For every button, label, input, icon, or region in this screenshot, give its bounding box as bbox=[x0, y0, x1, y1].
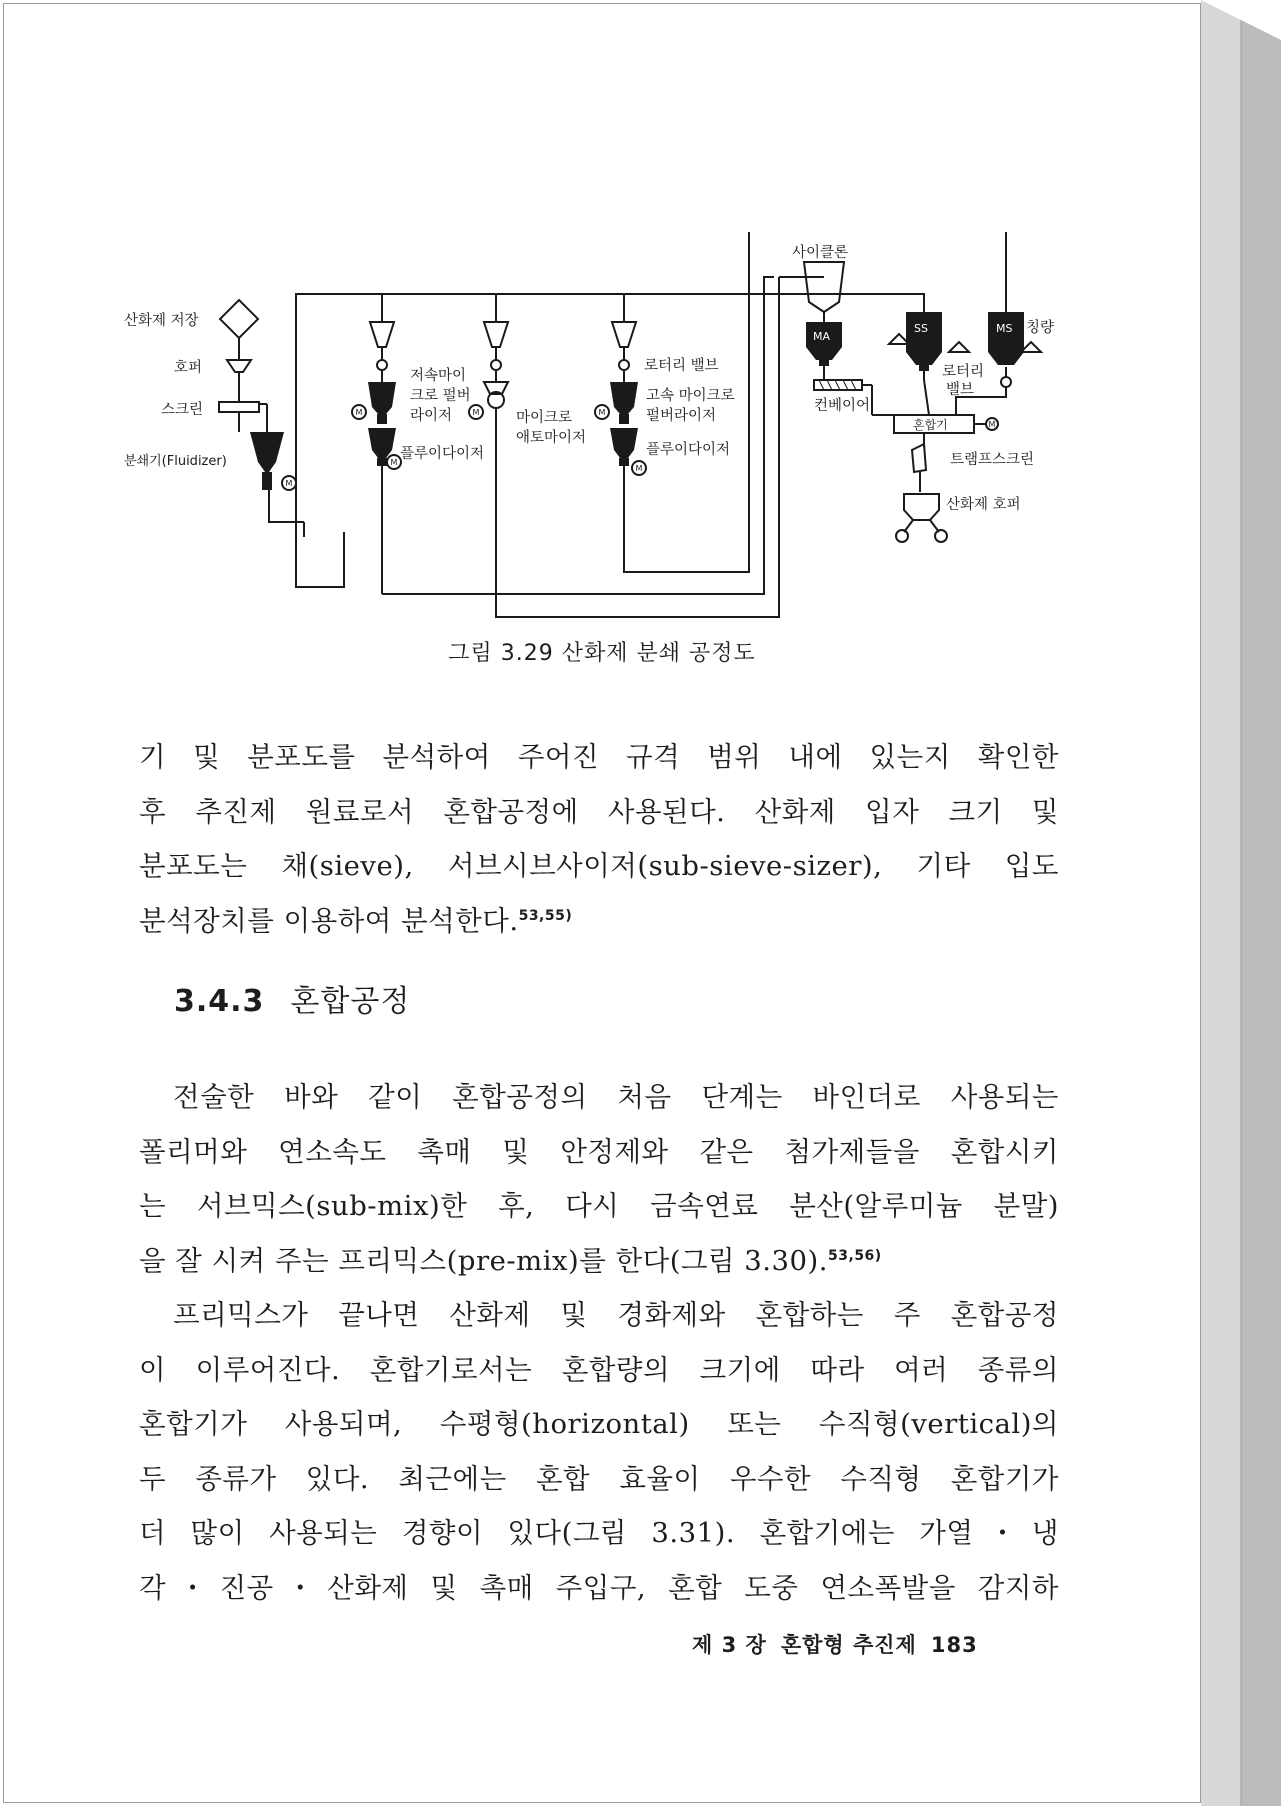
fluidizer-label-2: 플루이다이저 bbox=[646, 442, 731, 458]
paragraph-line: 혼합기가 사용되며, 수평형(horizontal) 또는 수직형(vertical)의 bbox=[139, 1408, 1059, 1440]
ms-label: MS bbox=[996, 322, 1013, 335]
footer-title: 혼합형 추진제 bbox=[780, 1633, 917, 1657]
section-number: 3.4.3 bbox=[174, 984, 265, 1019]
rotary-valve-label-2a: 로터리 bbox=[942, 364, 985, 380]
paragraph-line: 기 및 분포도를 분석하여 주어진 규격 범위 내에 있는지 확인한 bbox=[139, 741, 1059, 773]
tramp-screen-label: 트램프스크린 bbox=[950, 452, 1035, 468]
paragraph-1 bbox=[139, 730, 1059, 948]
svg-text:M: M bbox=[598, 408, 606, 417]
paragraph-line: 각・진공・산화제 및 촉매 주입구, 혼합 도중 연소폭발을 감지하 bbox=[139, 1571, 1059, 1604]
section-title: 혼합공정 bbox=[290, 984, 411, 1019]
paragraph-line: 더 많이 사용되는 경향이 있다(그림 3.31). 혼합기에는 가열・냉 bbox=[139, 1517, 1059, 1549]
paragraph-line: 분포도는 채(sieve), 서브시브사이저(sub-sieve-sizer), 기타 입도 bbox=[139, 850, 1059, 882]
micro-atomizer-label-1: 마이크로 bbox=[516, 410, 573, 426]
conveyor-label: 컨베이어 bbox=[814, 398, 871, 414]
lowspeed-pulverizer-label-3: 라이저 bbox=[410, 408, 453, 424]
svg-text:M: M bbox=[635, 464, 643, 473]
fluidizer-label: 분쇄기(Fluidizer) bbox=[124, 454, 227, 469]
figure-caption: 그림 3.29 산화제 분쇄 공정도 bbox=[448, 641, 756, 666]
micro-atomizer-label-2: 애토마이저 bbox=[516, 430, 587, 446]
lowspeed-pulverizer-label-1: 저속마이 bbox=[410, 368, 467, 384]
rotary-valve-label-1: 로터리 밸브 bbox=[644, 358, 719, 374]
ma-label: MA bbox=[813, 330, 831, 343]
ss-label: SS bbox=[914, 322, 928, 335]
paragraph-2 bbox=[139, 1070, 1059, 1288]
weighing-label: 칭량 bbox=[1026, 320, 1055, 336]
reference-superscript: 53,56) bbox=[828, 1247, 882, 1264]
bin-ss bbox=[906, 312, 942, 365]
page-footer bbox=[692, 1629, 992, 1659]
fluidizer-label-1: 플루이다이저 bbox=[400, 446, 485, 462]
lowspeed-pulverizer-label-2: 크로 펄버 bbox=[410, 388, 471, 404]
paragraph-line: 두 종류가 있다. 최근에는 혼합 효율이 우수한 수직형 혼합기가 bbox=[139, 1462, 1059, 1495]
reference-superscript: 53,55) bbox=[518, 907, 573, 924]
svg-text:M: M bbox=[988, 420, 996, 429]
fluidizer-shape bbox=[250, 432, 284, 472]
mixer-label: 혼합기 bbox=[913, 418, 948, 432]
paragraph-line: 을 잘 시켜 주는 프리믹스(pre-mix)를 한다(그림 3.30).$^{53,56)}$ bbox=[139, 1244, 882, 1277]
highspeed-pulverizer-label-2: 펄버라이저 bbox=[646, 408, 717, 424]
hopper-label: 호퍼 bbox=[174, 360, 203, 376]
oxidizer-hopper-label: 산화제 호퍼 bbox=[946, 497, 1021, 513]
page-stack-edge bbox=[1201, 0, 1281, 1806]
page-number: 183 bbox=[930, 1633, 978, 1657]
paragraph-line: 프리믹스가 끝나면 산화제 및 경화제와 혼합하는 주 혼합공정 bbox=[173, 1299, 1059, 1331]
screen-label: 스크린 bbox=[161, 402, 204, 418]
highspeed-pulverizer-label-1: 고속 마이크로 bbox=[646, 388, 735, 404]
motor-label: M bbox=[285, 479, 293, 488]
svg-text:M: M bbox=[355, 408, 363, 417]
cyclone-label: 사이클론 bbox=[792, 245, 849, 261]
footer-chapter: 제 3 장 bbox=[692, 1633, 767, 1657]
svg-text:M: M bbox=[390, 458, 398, 467]
paragraph-line: 후 추진제 원료로서 혼합공정에 사용된다. 산화제 입자 크기 및 bbox=[139, 795, 1059, 828]
paragraph-line: 폴리머와 연소속도 촉매 및 안정제와 같은 첨가제들을 혼합시키 bbox=[139, 1135, 1059, 1168]
rotary-valve-label-2b: 밸브 bbox=[946, 382, 975, 398]
paragraph-line: 전술한 바와 같이 혼합공정의 처음 단계는 바인더로 사용되는 bbox=[173, 1081, 1059, 1113]
book-page bbox=[3, 3, 1201, 1803]
paragraph-line: 이 이루어진다. 혼합기로서는 혼합량의 크기에 따라 여러 종류의 bbox=[139, 1353, 1059, 1386]
paragraph-line: 분석장치를 이용하여 분석한다.$^{53,55)}$ bbox=[139, 904, 573, 937]
svg-text:M: M bbox=[472, 408, 480, 417]
paragraph-3 bbox=[139, 1288, 1059, 1615]
paragraph-line: 는 서브믹스(sub-mix)한 후, 다시 금속연료 분산(알루미늄 분말) bbox=[139, 1190, 1059, 1222]
oxidizer-grinding-process-diagram bbox=[124, 232, 1084, 632]
storage-label: 산화제 저장 bbox=[124, 313, 199, 329]
bin-ms bbox=[988, 312, 1024, 365]
section-heading bbox=[174, 976, 410, 1020]
